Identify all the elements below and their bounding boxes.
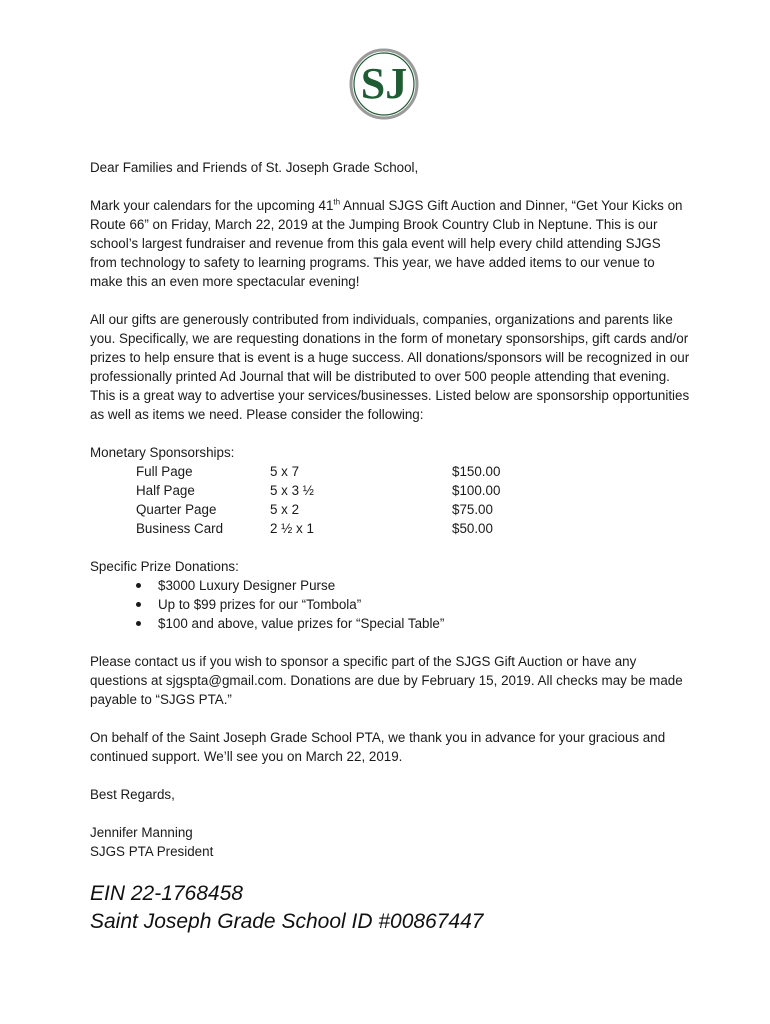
ein-number: EIN 22-1768458	[90, 882, 243, 905]
salutation: Dear Families and Friends of St. Joseph Grade School,	[90, 160, 419, 175]
sponsorships-heading: Monetary Sponsorships:	[90, 445, 235, 460]
school-logo	[348, 46, 420, 122]
bullet-icon	[136, 583, 141, 588]
table-row: Half Page 5 x 3 ½ $100.00	[136, 483, 501, 498]
footer-ids	[90, 880, 730, 936]
school-id: Saint Joseph Grade School ID #00867447	[90, 910, 484, 933]
signer-title: SJGS PTA President	[90, 844, 214, 859]
table-row: Business Card 2 ½ x 1 $50.00	[136, 521, 493, 536]
table-row: Quarter Page 5 x 2 $75.00	[136, 502, 493, 517]
logo-letters: SJ	[360, 59, 408, 108]
closing: Best Regards,	[90, 787, 175, 802]
intro-paragraph: Mark your calendars for the upcoming 41th Annual SJGS Gift Auction and Dinner, “Get Your Kicks on Route 66” on Friday, March 22, 2019 at the Jumping Brook Country Club in Neptune. This is our school’s largest fundraiser and revenue from this gala event will help every child attending SJGS from technology to safety to learning programs. This year, we have added items to our venue to make this an even more spectacular evening!	[90, 197, 683, 289]
table-row: Full Page 5 x 7 $150.00	[136, 464, 501, 479]
prizes-list	[90, 576, 690, 633]
donations-paragraph: All our gifts are generously contributed from individuals, companies, organizations and parents like you. Specifically, we are requesting donations in the form of monetary sponsorships, gift cards and/or prizes to help ensure that is event is a huge success. All donations/sponsors will be recognized in our professionally printed Ad Journal that will be distributed to over 500 people attending that evening. This is a great way to advertise your services/businesses. Listed below are sponsorship opportunities as well as items we need. Please consider the following:	[90, 312, 690, 422]
bullet-icon	[136, 621, 141, 626]
sponsorships-table	[136, 462, 532, 538]
signer-name: Jennifer Manning	[90, 825, 193, 840]
bullet-icon	[136, 602, 141, 607]
letter-body	[90, 158, 690, 861]
thanks-paragraph: On behalf of the Saint Joseph Grade School PTA, we thank you in advance for your gracious and continued support. We’ll see you on March 22, 2019.	[90, 730, 666, 764]
list-item: $3000 Luxury Designer Purse	[158, 576, 690, 595]
list-item: $100 and above, value prizes for “Special Table”	[158, 614, 690, 633]
contact-paragraph: Please contact us if you wish to sponsor a specific part of the SJGS Gift Auction or have any questions at sjgspta@gmail.com. Donations are due by February 15, 2019. All checks may be made payable to “SJGS PTA.”	[90, 654, 683, 707]
list-item: Up to $99 prizes for our “Tombola”	[158, 595, 690, 614]
prizes-heading: Specific Prize Donations:	[90, 559, 239, 574]
